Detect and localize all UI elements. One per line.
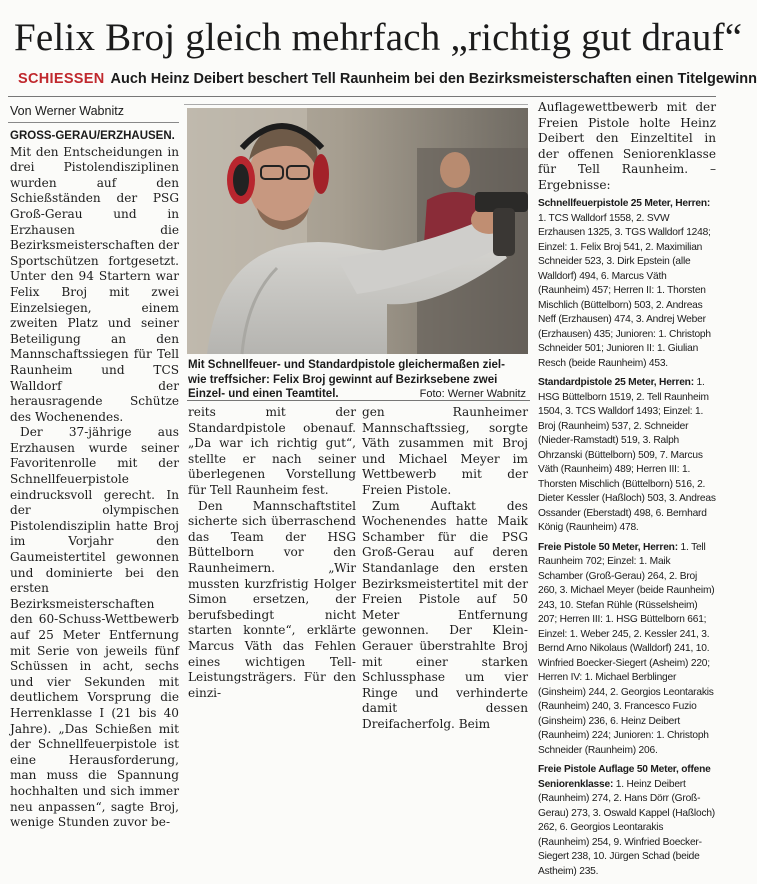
subheadline: Auch Heinz Deibert beschert Tell Raunheim bei den Bezirksmeisterschaften einen Titelgewinn <box>111 71 757 87</box>
headline-divider <box>8 96 716 97</box>
article-paragraph: Der 37-jährige aus Erzhausen wurde seiner Favoritenrolle mit der Schnellfeuerpistole eindrucksvoll gerecht. In der olympischen Pistolendisziplin hatte Broj im Vorjahr den Gaumeistertitel gewonnen und dominierte bei den ersten Bezirksmeisterschaften den 60-Schuss-Wettbewerb auf 25 Meter Entfernung mit Serie von jeweils fünf Schüssen in acht, sechs und vier Sekunden mit deutlichem Vorsprung die Herrenklasse I (21 bis 40 Jahre). „Das Schießen mit der Schnellfeuerpistole ist eine Herausforderung, man muss die Spannung hochhalten und sich immer neu anpassen“, sagte Broj, wenige Stunden zuvor be- <box>10 425 179 830</box>
article-column-4 <box>538 100 716 196</box>
results-list <box>538 197 716 884</box>
article-paragraph: Auflagewettbewerb mit der Freien Pistole holte Heinz Deibert den Einzeltitel in der offenen Seniorenklasse für Tell Raunheim. – Ergebnisse: <box>538 100 716 194</box>
results-block: Freie Pistole Auflage 50 Meter, offene Seniorenklasse: 1. Heinz Deibert (Raunheim) 274, 2. Hans Dörr (Groß-Gerau) 273, 3. Oswald Kappel (Haßloch) 262, 6. Georgios Leontarakis (Raunheim) 254, 9. Winfried Boecker-Siegert 238, 10. Jürgen Schad (beide Astheim) 235. <box>538 763 716 879</box>
article-paragraph: reits mit der Standardpistole obenauf. „Da war ich richtig gut“, stellte er nach seiner überlegenen Vorstellung für Tell Raunheim fest. <box>188 405 356 499</box>
dateline: GROSS-GERAU/ERZHAUSEN. <box>10 130 175 142</box>
photo-caption <box>188 358 526 402</box>
article-photo <box>187 108 528 354</box>
article-paragraph: Den Mannschaftstitel sicherte sich überraschend das Team der HSG Büttelborn vor den Raunheimern. „Wir mussten kurzfristig Holger Simon ersetzen, der berufsbedingt nicht starten konnte“, erklärte Marcus Väth das Fehlen eines wichtigen Tell-Leistungsträgers. Für den einzi- <box>188 499 356 702</box>
section-tag: SCHIESSEN <box>18 71 105 87</box>
photo-top-divider <box>184 104 528 105</box>
article-column-1 <box>10 128 179 618</box>
photo-credit: Foto: Werner Wabnitz <box>420 387 526 402</box>
caption-text: Mit Schnellfeuer- und Standardpistole gleichermaßen ziel- wie treffsicher: Felix Broj gewinnt auf Bezirksebene zwei Einzel- und einen Teamtitel. <box>188 359 505 400</box>
shooter-photo-image <box>187 108 528 354</box>
caption-divider <box>187 400 530 401</box>
headline: Felix Broj gleich mehrfach „richtig gut drauf“ <box>14 18 714 58</box>
byline-divider <box>8 122 179 123</box>
article-paragraph: Zum Auftakt des Wochenendes hatte Maik Schamber für die PSG Groß-Gerau auf deren Standanlage den ersten Bezirksmeistertitel mit der Freien Pistole auf 50 Meter Entfernung gewonnen. Der Klein-Gerauer überstrahlte Broj mit einer starken Schlussphase um vier Ringe und verhinderte damit dessen Dreifacherfolg. Beim <box>362 499 528 733</box>
results-block: Schnellfeuerpistole 25 Meter, Herren: 1. TCS Walldorf 1558, 2. SVW Erzhausen 1325, 3. TGS Walldorf 1248; Einzel: 1. Felix Broj 541, 2. Maximilian Schneider 523, 3. Dirk Epstein (alle Walldorf) 494, 6. Marcus Väth (Raunheim) 457; Herren II: 1. Thorsten Mischlich (Büttelborn) 503, 2. Andreas Neff (Erzhausen) 474, 3. Andrej Weber (Erzhausen) 435; Junioren: 1. Christoph Schneider 501; Junioren II: 1. Giulian Resch (beide Raunheim) 453. <box>538 197 716 371</box>
article-paragraph: GROSS-GERAU/ERZHAUSEN. Mit den Entscheidungen in drei Pistolendisziplinen wurden auf den Schießständen der PSG Groß-Gerau und in Erzhausen die Bezirksmeisterschaften der Sportschützen fortgesetzt. Unter den 94 Startern war Felix Broj mit zwei Einzelsiegen, einem zweiten Platz und seiner Beteiligung an den Mannschaftssiegen für Tell Raunheim und TCS Walldorf der herausragende Schütze des Wochenendes. <box>10 128 179 425</box>
article-column-2 <box>188 405 356 619</box>
article-column-3 <box>362 405 528 619</box>
kicker <box>18 70 718 88</box>
results-block: Freie Pistole 50 Meter, Herren: 1. Tell Raunheim 702; Einzel: 1. Maik Schamber (Groß-Gerau) 264, 2. Broj 260, 3. Michael Meyer (beide Raunheim) 243, 10. Stefan Rühle (Rüsselsheim) 207; Herren III: 1. HSG Büttelborn 661; Einzel: 1. Weber 245, 2. Kessler 241, 3. Bernd Arno Nikolaus (Walldorf) 241, 10. Winfried Boecker-Siegert (Asheim) 220; Herren IV: 1. Michael Berblinger (Ginsheim) 244, 2. Georgios Leontarakis (Raunheim) 240, 3. Francesco Fuzio (Ginsheim) 236, 6. Heinz Deibert (Raunheim) 224; Junioren: 1. Christoph Schneider (Raunheim) 206. <box>538 541 716 759</box>
results-block: Standardpistole 25 Meter, Herren: 1. HSG Büttelborn 1519, 2. Tell Raunheim 1504, 3. TCS Walldorf 1493; Einzel: 1. Broj (Raunheim) 537, 2. Schneider (Nieder-Ramstadt) 519, 3. Ralph Ohrzanski (Büttelborn) 509, 7. Marcus Väth (Raunheim) 489; Herren III: 1. Thorsten Mischlich (Büttelborn) 516, 2. Dieter Kessler (Haßloch) 503, 3. Andreas Ossander (Eberstadt) 498, 6. Bernhard König (Raunheim) 478. <box>538 376 716 536</box>
byline: Von Werner Wabnitz <box>10 104 124 118</box>
article-paragraph: gen Raunheimer Mannschaftssieg, sorgte Väth zusammen mit Broj und Michael Meyer im Wettbewerb mit der Freien Pistole. <box>362 405 528 499</box>
